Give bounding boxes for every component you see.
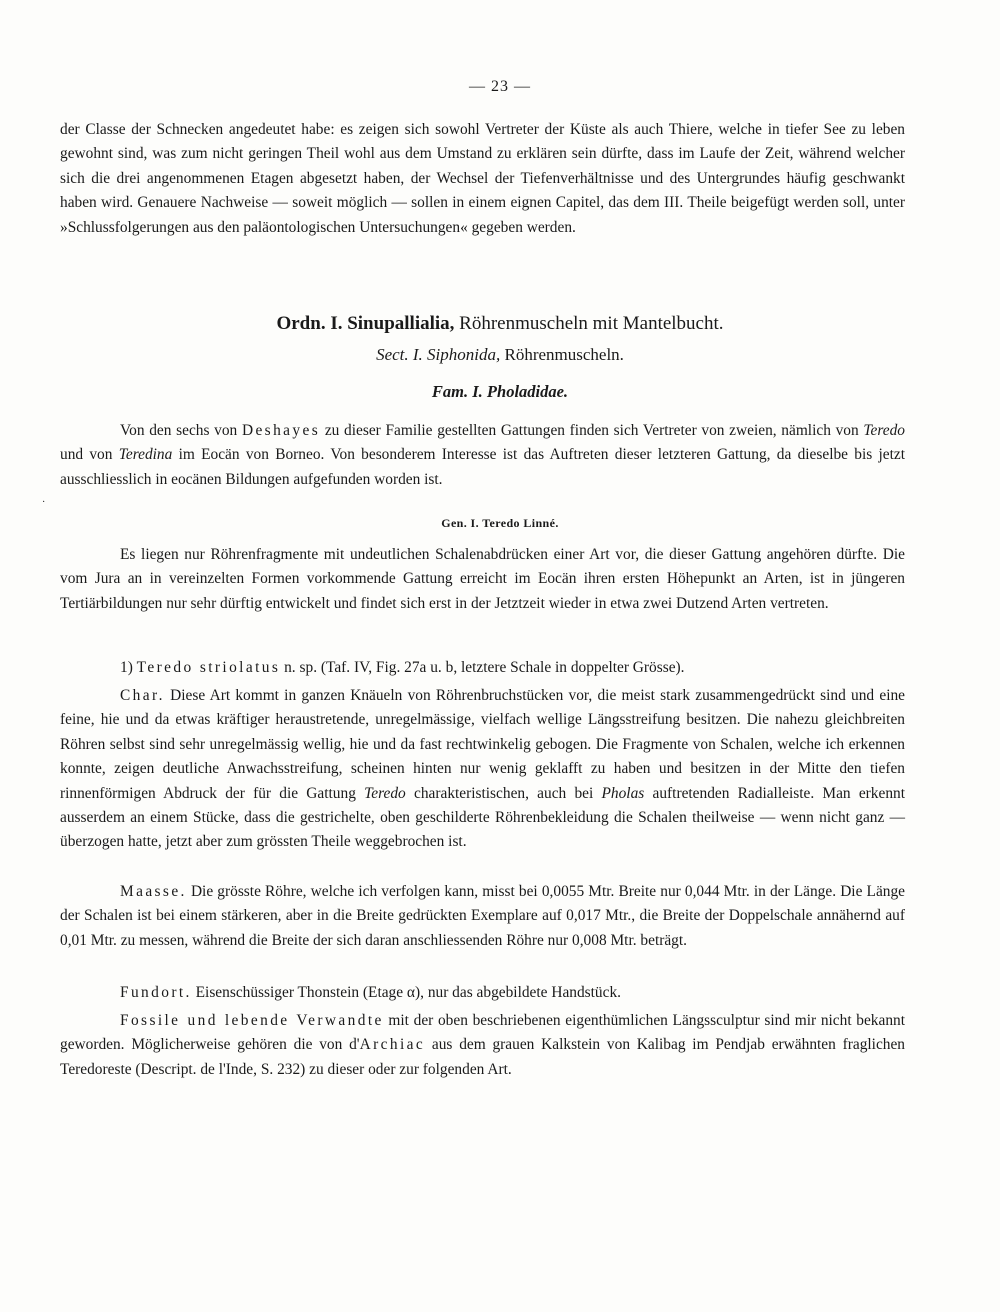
species-heading	[60, 656, 905, 680]
genus-name: Teredo	[863, 422, 905, 439]
intro-paragraph	[60, 118, 905, 240]
stray-mark: ·	[42, 497, 46, 508]
family-text-1: Von den sechs von	[120, 422, 242, 439]
locality-paragraph	[60, 981, 905, 1005]
character-head: Char.	[120, 687, 165, 704]
family-paragraph	[60, 419, 905, 492]
genus-name: Teredo	[364, 784, 406, 802]
species-description: n. sp. (Taf. IV, Fig. 27a u. b, letztere Schale in doppelter Grösse).	[280, 659, 685, 676]
section-description: Röhrenmuscheln.	[500, 345, 624, 364]
order-heading	[0, 313, 1000, 335]
relatives-text-1: mit der oben beschriebenen eigenthümlichen Längssculptur sind mir nicht bekannt geworden. Möglicherweise gehören die von d'	[60, 1012, 905, 1054]
measurements-head: Maasse.	[120, 883, 187, 900]
character-text-2: charakteristischen, auch bei	[405, 784, 602, 802]
locality-head: Fundort.	[120, 984, 192, 1001]
order-label: Ordn. I. Sinupallialia,	[276, 313, 455, 334]
genus-name: Teredina	[118, 446, 173, 464]
species-name: Teredo striolatus	[136, 659, 281, 676]
relatives-paragraph	[60, 1009, 905, 1082]
family-heading: Fam. I. Pholadidae.	[431, 382, 569, 401]
section-heading	[0, 345, 1000, 365]
measurements-paragraph	[60, 880, 905, 953]
genus-heading: Gen. I. Teredo Linné.	[441, 516, 559, 530]
character-text-1: Diese Art kommt in ganzen Knäueln von Röhrenbruchstücken vor, die meist stark zusammengedrückt sind und eine feine, hie und da etwas kräftiger heraustretende, unregelmässige, vielfach wellige Längsstreifung besitzen. Die nahezu gleichbreiten Röhren selbst sind sehr unregelmässig wellig, hie und da fast rechtwinkelig gebogen. Die Fragmente von Schalen, welche ich erkennen konnte, zeigen deutliche Anwachsstreifung, scheinen hinten nur wenig geklafft zu haben und besitzen in der Mitte den tiefen rinnenförmigen Abdruck der für die Gattung	[60, 687, 905, 802]
author-name: Archiac	[359, 1036, 426, 1054]
section-label: Sect. I. Siphonida,	[376, 345, 501, 364]
genus-paragraph	[60, 543, 905, 616]
species-number: 1)	[120, 659, 137, 676]
relatives-text-2: aus dem grauen Kalkstein von Kalibag im Pendjab erwähnten fraglichen Teredoreste (Descript. de l'Inde, S. 232) zu dieser oder zur folgenden Art.	[60, 1036, 905, 1078]
page-number: — 23 —	[469, 78, 531, 95]
family-text-2: zu dieser Familie gestellten Gattungen finden sich Vertreter von zweien, nämlich von	[320, 422, 864, 439]
family-text-4: im Eocän von Borneo. Von besonderem Interesse ist das Auftreten dieser letzteren Gattung, da dieselbe bis jetzt ausschliesslich in eocänen Bildungen aufgefunden worden ist.	[60, 446, 905, 488]
family-text-3: und von	[60, 446, 119, 464]
genus-name: Pholas	[601, 784, 645, 802]
intro-text: der Classe der Schnecken angedeutet habe: es zeigen sich sowohl Vertreter der Küste als auch Thiere, welche in tiefer See zu leben gewohnt sind, was zum nicht geringen Theil wohl aus dem Umstand zu erklären sein dürfte, dass im Laufe der Zeit, während welcher sich die drei angenommenen Etagen abgesetzt haben, der Wechsel der Tiefenverhältnisse und des Untergrundes häufig geschwankt haben wird. Genauere Nachweise — soweit möglich — sollen in einem eignen Capitel, das dem III. Theile beigefügt werden soll, unter »Schlussfolgerungen aus den paläontologischen Untersuchungen« gegeben werden.	[60, 121, 905, 236]
author-name: Deshayes	[241, 422, 321, 439]
genus-text: Es liegen nur Röhrenfragmente mit undeutlichen Schalenabdrücken einer Art vor, die dieser Gattung angehören dürfte. Die vom Jura an in vereinzelten Formen vorkommende Gattung erreicht im Eocän ihren ersten Höhepunkt an Arten, ist in jüngeren Tertiärbildungen nur sehr dürftig entwickelt und findet sich erst in der Jetztzeit wieder in etwa zwei Dutzend Arten vertreten.	[60, 546, 905, 612]
relatives-head: Fossile und lebende Verwandte	[120, 1012, 384, 1029]
character-text-3: auftretenden Radialleiste. Man erkennt ausserdem an einem Stücke, dass die gestrichelte, oben geschilderte Röhrenbekleidung die Schalen theilweise — wenn nicht ganz — überzogen hatte, jetzt aber zum grössten Theile weggebrochen ist.	[60, 784, 905, 851]
measurements-text: Die grösste Röhre, welche ich verfolgen kann, misst bei 0,0055 Mtr. Breite nur 0,044 Mtr. in der Länge. Die Länge der Schalen ist bei einem stärkeren, aber in die Breite gedrückten Exemplare auf 0,017 Mtr., die Breite der Doppelschale annähernd auf 0,01 Mtr. zu messen, während die Breite der sich daran anschliessenden Röhre nur 0,008 Mtr. beträgt.	[60, 883, 905, 949]
character-paragraph	[60, 684, 905, 855]
order-description: Röhrenmuscheln mit Mantelbucht.	[454, 313, 724, 334]
locality-text: Eisenschüssiger Thonstein (Etage α), nur das abgebildete Handstück.	[191, 984, 621, 1001]
